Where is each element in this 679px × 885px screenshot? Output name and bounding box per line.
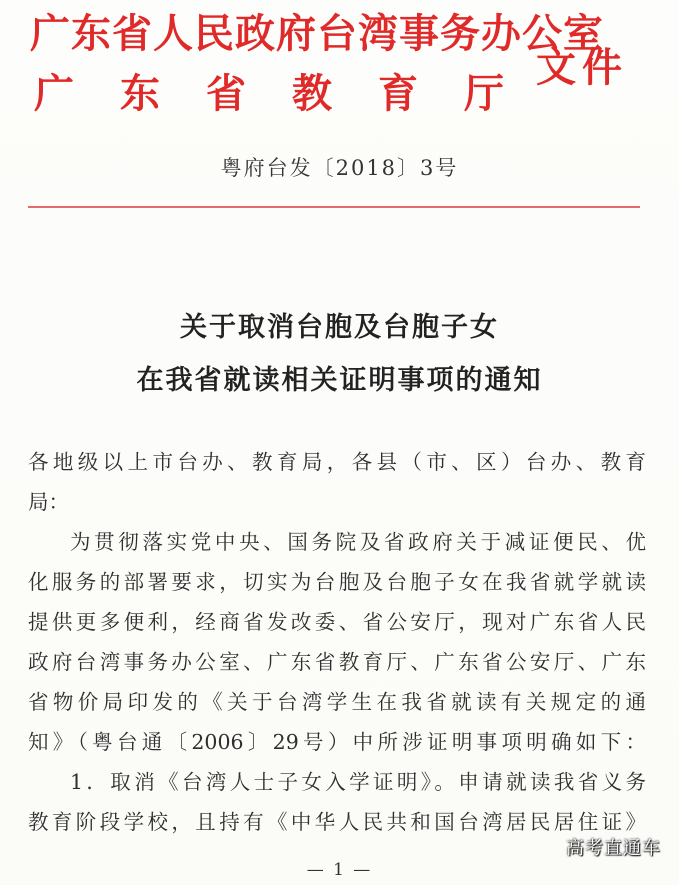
body-line-4: 化服务的部署要求，切实为台胞及台胞子女在我省就学就读 <box>28 570 646 594</box>
body-line-9: 1．取消《台湾人士子女入学证明》。申请就读我省义务 <box>70 770 646 794</box>
watermark-label: 高考直通车 <box>566 838 661 859</box>
body-line-6: 政府台湾事务办公室、广东省教育厅、广东省公安厅、广东 <box>28 650 646 674</box>
body-line-5: 提供更多便利，经商省发改委、省公安厅，现对广东省人民 <box>28 610 646 634</box>
document-title-line-1: 关于取消台胞及台胞子女 <box>180 312 499 343</box>
red-divider-line <box>28 206 640 208</box>
body-line-2: 局： <box>28 490 69 514</box>
document-body <box>28 442 646 842</box>
body-line-7: 省物价局印发的《关于台湾学生在我省就读有关规定的通 <box>28 690 646 714</box>
body-line-1: 各地级以上市台办、教育局，各县（市、区）台办、教育 <box>28 450 646 474</box>
document-number: 粤府台发〔2018〕3号 <box>220 156 459 180</box>
document-type-label: 文件 <box>536 44 628 91</box>
body-line-10: 教育阶段学校，且持有《中华人民共和国台湾居民居住证》 <box>28 810 646 834</box>
issuer-name-1: 广东省人民政府台湾事务办公室 <box>30 10 604 57</box>
issuer-name-2: 广东省教育厅 <box>34 70 550 117</box>
page-number: — 1 — <box>306 860 373 880</box>
body-line-8: 知》（粤台通〔2006〕29号）中所涉证明事项明确如下： <box>28 730 646 754</box>
body-line-3: 为贯彻落实党中央、国务院及省政府关于减证便民、优 <box>70 530 646 554</box>
document-title-line-2: 在我省就读相关证明事项的通知 <box>136 365 543 396</box>
